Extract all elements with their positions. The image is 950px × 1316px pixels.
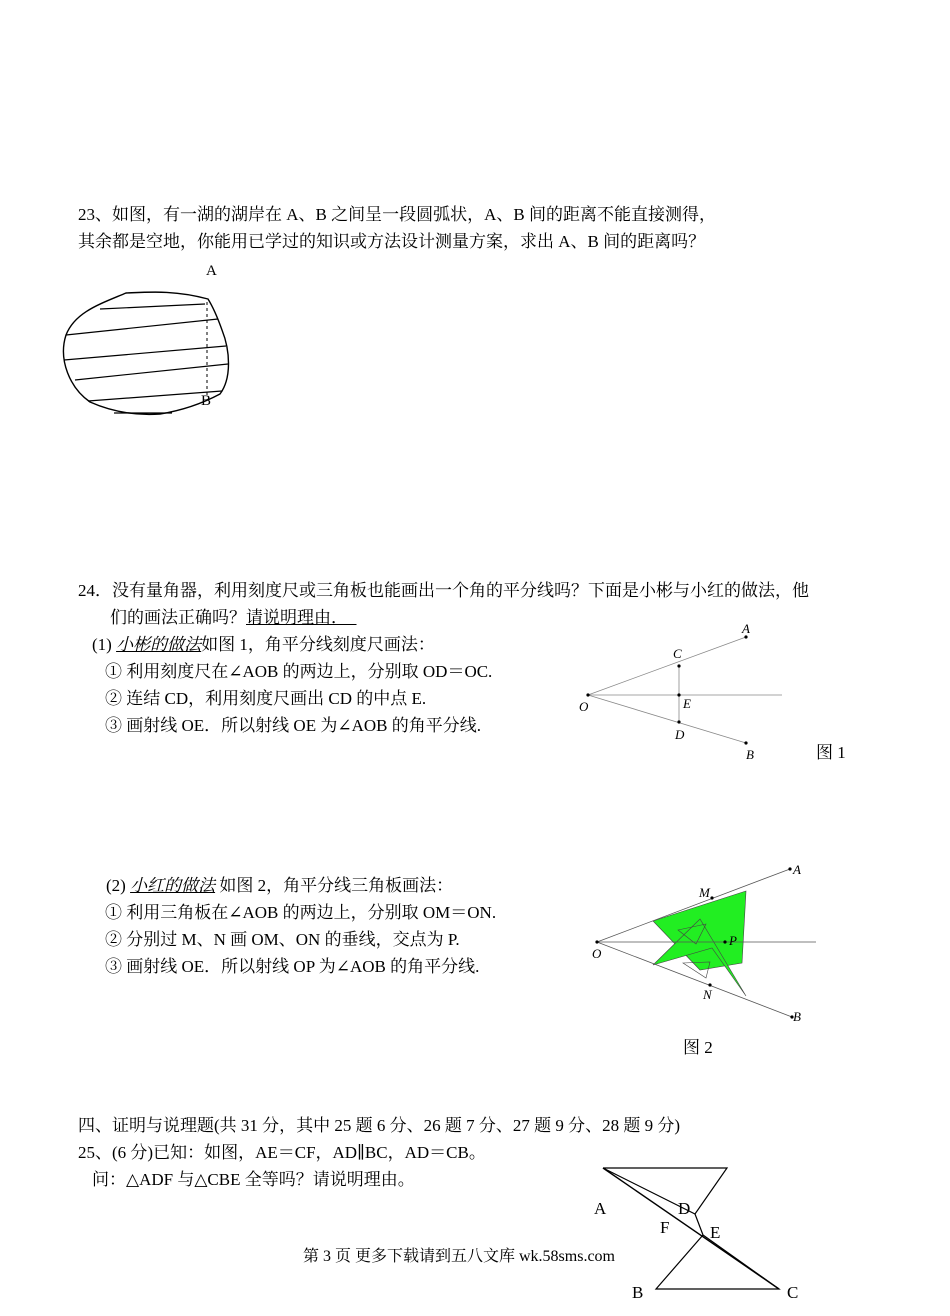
part1-desc: 如图 1，角平分线刻度尺画法： — [201, 635, 435, 654]
fig2-label-b: B — [793, 1009, 801, 1024]
fig1-caption: 图 1 — [816, 743, 846, 762]
q23-label-a: A — [206, 263, 217, 279]
fig2-label-m: M — [699, 885, 710, 900]
fig1-label-c: C — [673, 646, 682, 661]
q24-line-2-prefix: 们的画法正确吗？ — [110, 608, 246, 627]
fig2-label-o: O — [592, 946, 602, 961]
part2-num: (2) — [106, 876, 131, 895]
part2-step-1: ① 利用三角板在∠AOB 的两边上，分别取 OM＝ON. — [105, 903, 497, 922]
part2-desc: 如图 2，角平分线三角板画法： — [215, 876, 454, 895]
q25-label-c: C — [787, 1283, 799, 1302]
q25-label-e: E — [710, 1223, 721, 1242]
fig2-label-a: A — [793, 862, 801, 877]
q25-line-2: 问：△ADF 与△CBE 全等吗？请说明理由。 — [92, 1170, 415, 1189]
fig1-label-a: A — [742, 621, 750, 636]
fig2-label-p: P — [729, 933, 737, 948]
part2-title: 小红的做法 — [130, 876, 216, 895]
fig2-label-n: N — [703, 987, 712, 1002]
q25-label-f: F — [660, 1218, 670, 1237]
part1-step-1: ① 利用刻度尺在∠AOB 的两边上，分别取 OD＝OC. — [105, 662, 493, 681]
section-4-heading: 四、证明与说理题(共 31 分，其中 25 题 6 分、26 题 7 分、27 题 9 分、28 题 9 分) — [78, 1116, 681, 1135]
part2-step-3: ③ 画射线 OE．所以射线 OP 为∠AOB 的角平分线. — [105, 957, 480, 976]
q23-line-2: 其余都是空地，你能用已学过的知识或方法设计测量方案，求出 A、B 间的距离吗？ — [78, 232, 706, 251]
part1-step-2: ② 连结 CD，利用刻度尺画出 CD 的中点 E. — [105, 689, 427, 708]
q23-line-1: 23、如图，有一湖的湖岸在 A、B 之间呈一段圆弧状，A、B 间的距离不能直接测得， — [78, 205, 716, 224]
part1-title: 小彬的做法 — [116, 635, 202, 654]
part1-step-3: ③ 画射线 OE．所以射线 OE 为∠AOB 的角平分线. — [105, 716, 481, 735]
triangle-adf — [603, 1168, 727, 1214]
q24-line-1: 24．没有量角器，利用刻度尺或三角板也能画出一个角的平分线吗？下面是小彬与小红的做法，他 — [78, 581, 809, 600]
q23-label-b: B — [201, 393, 212, 409]
fig1-label-b: B — [746, 747, 754, 762]
part2-step-2: ② 分别过 M、N 画 OM、ON 的垂线，交点为 P. — [105, 930, 460, 949]
segment-ac — [603, 1168, 779, 1289]
q25-label-b: B — [632, 1283, 644, 1302]
fig1-label-e: E — [683, 696, 691, 711]
q25-label-a: A — [594, 1199, 607, 1218]
part1-num: (1) — [92, 635, 117, 654]
page-footer: 第 3 页 更多下载请到五八文库 wk.58sms.com — [303, 1246, 615, 1268]
fig1-label-d: D — [675, 727, 685, 742]
q24-line-2-underlined: 请说明理由． — [246, 608, 348, 627]
fig1-label-o: O — [579, 699, 589, 714]
fig2-caption: 图 2 — [683, 1038, 713, 1057]
q25-line-1: 25、(6 分)已知：如图，AE＝CF，AD∥BC，AD＝CB。 — [78, 1143, 486, 1162]
q25-label-d: D — [678, 1199, 691, 1218]
